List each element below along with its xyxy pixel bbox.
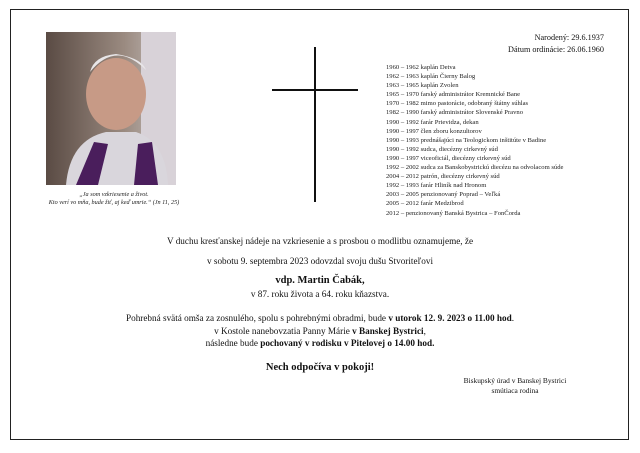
career-item: 1970 – 1982 mimo pastorácie, odobraný štátny súhlas [386, 100, 529, 108]
funeral-place: v Banskej Bystrici [352, 326, 424, 336]
rest-in-peace: Nech odpočíva v pokoji! [265, 362, 375, 373]
funeral-text: . [511, 313, 514, 323]
signatory: smútiaca rodina [491, 386, 539, 395]
signatory: Biskupský úrad v Banskej Bystrici [463, 376, 567, 385]
quote-line: „Ja som vzkriesenie a život. [79, 191, 149, 198]
career-item: 1990 – 1992 farár Prievidza, dekan [386, 118, 479, 126]
funeral-text: Pohrebná svätá omša za zosnulého, spolu s pohrebnými obradmi, bude [126, 313, 389, 323]
funeral-text: , [423, 326, 426, 336]
career-item: 1962 – 1963 kaplán Čierny Balog [386, 73, 476, 81]
age-line: v 87. roku života a 64. roku kňazstva. [250, 289, 390, 299]
funeral-line [0, 326, 640, 336]
funeral-line [0, 338, 640, 348]
funeral-text: následne bude [205, 338, 261, 348]
career-list [386, 63, 563, 218]
funeral-date: v utorok 12. 9. 2023 o 11.00 hod [388, 313, 512, 323]
portrait-image [46, 32, 176, 185]
funeral-text: v Kostole nanebovzatia Panny Márie [214, 326, 353, 336]
career-item: 1960 – 1962 kaplán Detva [386, 64, 456, 71]
career-item: 2005 – 2012 farár Medzibrod [386, 200, 464, 208]
career-item: 1992 – 2002 sudca za Banskobystrickú diecézu na odvolacom súde [386, 164, 564, 172]
announcement-line: V duchu kresťanskej nádeje na vzkriesenie a s prosbou o modlitbu oznamujeme, že [166, 236, 474, 246]
funeral-line [0, 313, 640, 323]
career-item: 1990 – 1992 sudca, diecézny cirkevný súd [386, 145, 498, 153]
career-item: 2003 – 2005 penzionovaný Poprad – Veľká [386, 191, 501, 199]
announcement-line: v sobotu 9. septembra 2023 odovzdal svoju dušu Stvoriteľovi [207, 256, 433, 266]
vital-dates [508, 32, 604, 56]
signatories [430, 376, 600, 396]
bible-quote [36, 191, 192, 207]
ordination-date: Dátum ordinácie: 26.06.1960 [508, 45, 604, 54]
career-item: 2004 – 2012 patrón, diecézny cirkevný súd [386, 173, 500, 181]
career-item: 1990 – 1993 prednášajúci na Teologickom inštitúte v Badine [386, 136, 547, 144]
cross-icon [314, 47, 316, 202]
career-item: 1982 – 1990 farský administrátor Slovenské Pravno [386, 109, 523, 117]
cross-icon-bar [272, 89, 358, 91]
burial-info: pochovaný v rodisku v Pitelovej o 14.00 hod. [260, 338, 435, 348]
career-item: 1990 – 1997 viceoficiál, diecézny cirkevný súd [386, 154, 511, 162]
career-item: 1965 – 1970 farský administrátor Kremnické Bane [386, 91, 521, 99]
career-item: 1992 – 1993 farár Hliník nad Hronom [386, 182, 487, 190]
birth-date: Narodený: 29.6.1937 [534, 33, 604, 42]
career-item: 2012 – penzionovaný Banská Bystrica – FonČorda [386, 209, 521, 217]
portrait-photo [46, 32, 176, 185]
career-item: 1990 – 1997 člen zboru konzultorov [386, 127, 482, 135]
deceased-name: vdp. Martin Čabák, [275, 275, 365, 286]
quote-line: Kto verí vo mňa, bude žiť, aj keď umrie.“ (Jn 11, 25) [48, 199, 180, 206]
career-item: 1963 – 1965 kaplán Zvolen [386, 82, 459, 90]
